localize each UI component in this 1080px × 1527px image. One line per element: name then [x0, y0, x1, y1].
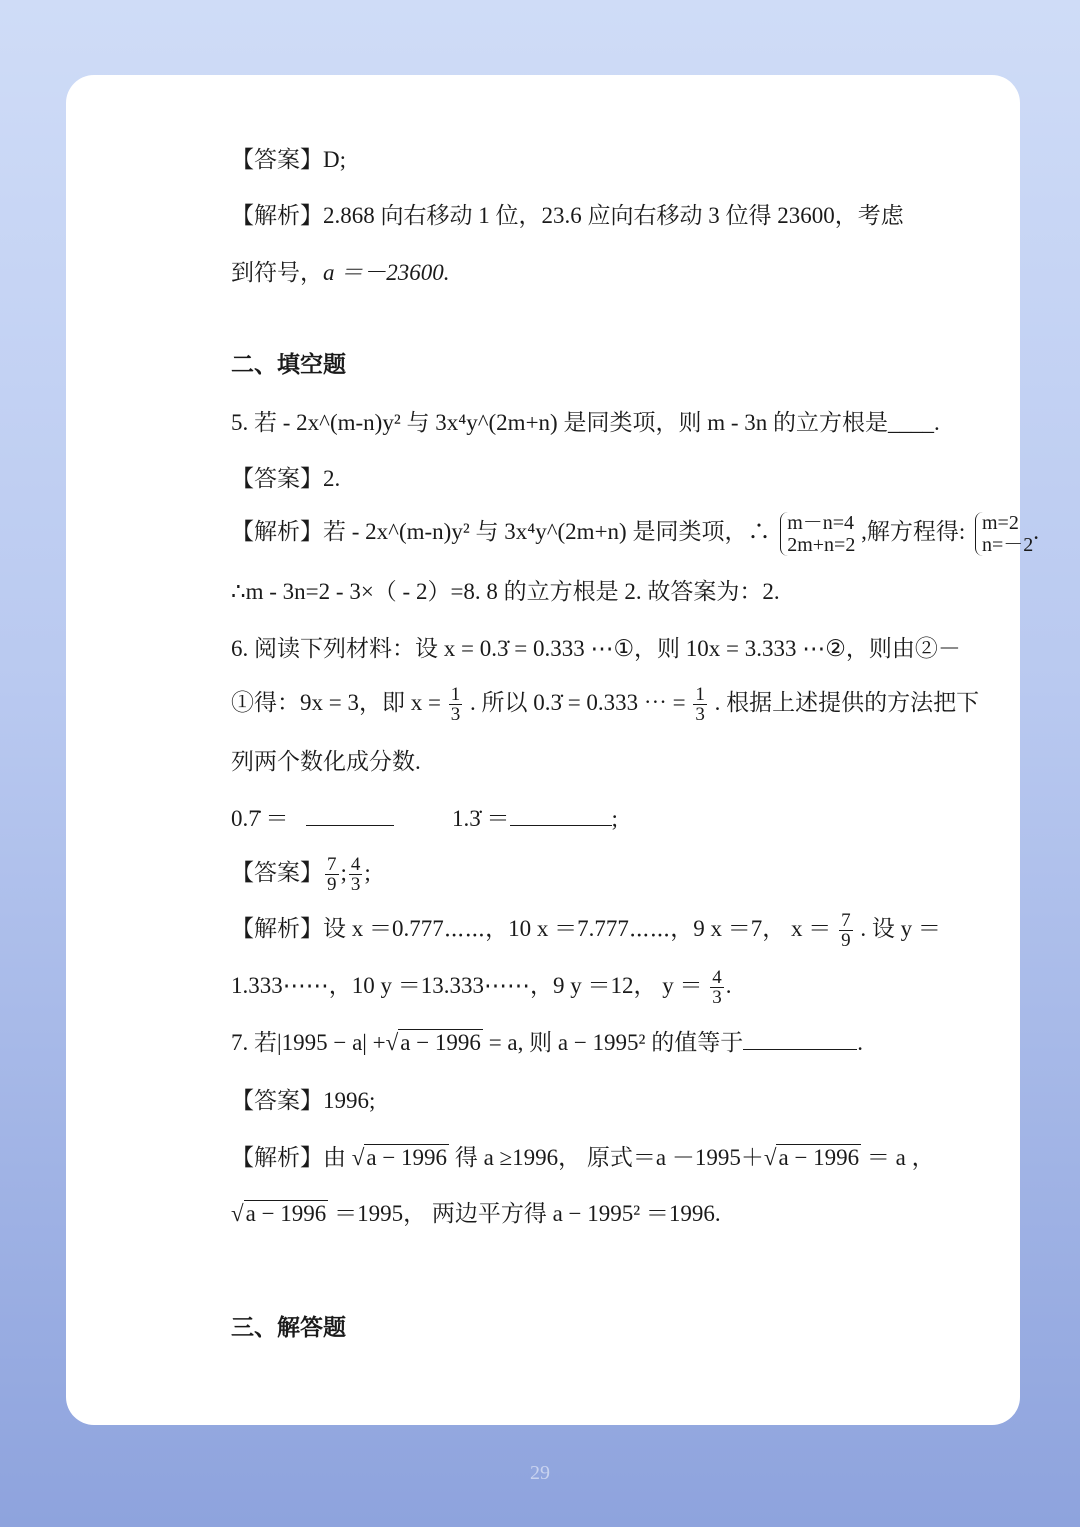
answer-blank[interactable]	[743, 1029, 857, 1050]
fraction-four-thirds: $\frac{4}{3}$	[350, 854, 361, 896]
q6-stem-line-3: 列两个数化成分数.	[231, 749, 421, 774]
q7-answer: 【答案】1996;	[231, 1088, 376, 1113]
q6-analysis-line-2: 1.333⋯⋯，10 y ＝13.333⋯⋯，9 y ＝12， y ＝ $\frac{4}{3}$ .	[231, 967, 732, 1009]
fraction-seven-ninths: $\frac{7}{9}$	[841, 910, 851, 952]
q4-answer: 【答案】D;	[231, 147, 346, 172]
section-2-title: 二、填空题	[231, 352, 346, 377]
fraction-one-third: $\frac{1}{3}$	[450, 684, 461, 726]
page-number: 29	[530, 1462, 550, 1484]
q4-analysis-line-1: 【解析】2.868 向右移动 1 位，23.6 应向右移动 3 位得 23600，考虑	[231, 203, 904, 228]
q7-stem: 7. 若|1995 − a| +√a − 1996 = a, 则 a − 1995² 的值等于 .	[231, 1030, 863, 1055]
q6-answer: 【答案】 $\frac{7}{9}$ ; $\frac{4}{3}$ ;	[231, 854, 371, 896]
answer-blank[interactable]	[510, 805, 612, 826]
q5-stem: 5. 若 - 2x^(m-n)y² 与 3x⁴y^(2m+n) 是同类项，则 m - 3n 的立方根是____.	[231, 410, 940, 435]
equation-system-2: m=2 n=－2	[975, 512, 1033, 556]
q7-analysis-line-2: √a − 1996 ＝1995， 两边平方得 a − 1995² ＝1996.	[231, 1201, 721, 1226]
q6-analysis-line-1: 【解析】设 x ＝0.777⋯⋯，10 x ＝7.777⋯⋯，9 x ＝7， x ＝ $\frac{7}{9}$ . 设 y ＝	[231, 910, 941, 952]
fraction-one-third: $\frac{1}{3}$	[695, 684, 705, 726]
answer-blank[interactable]	[306, 805, 394, 826]
q7-analysis-line-1: 【解析】由 √a − 1996 得 a ≥1996， 原式＝a －1995＋√a − 1996 ＝ a ，	[231, 1145, 935, 1170]
q5-analysis-line-1: 【解析】若 - 2x^(m-n)y² 与 3x⁴y^(2m+n) 是同类项，∴ m－n=4 2m+n=2 ,解方程得: m=2 n=－2.	[231, 511, 1040, 556]
q6-blanks: 0.7̇ ＝ 1.3̇ ＝ ;	[231, 806, 618, 831]
q5-analysis-line-2: ∴m - 3n=2 - 3×（ - 2）=8. 8 的立方根是 2. 故答案为：2.	[231, 579, 780, 604]
q5-answer: 【答案】2.	[231, 466, 341, 491]
q6-stem-line-2: ①得：9x = 3，即 x = $\frac{1}{3}$ . 所以 0.3̇ = 0.333 ⋯ = $\frac{1}{3}$ . 根据上述提供的方法把下	[231, 684, 980, 726]
q6-stem-line-1: 6. 阅读下列材料：设 x = 0.3̇ = 0.333 ⋯①，则 10x = 3.333 ⋯②，则由②－	[231, 636, 961, 661]
fraction-seven-ninths: $\frac{7}{9}$	[327, 854, 337, 896]
section-3-title: 三、解答题	[231, 1315, 346, 1340]
page-card	[66, 75, 1040, 1425]
q4-analysis-line-2: 到符号，a ＝－23600.	[231, 260, 450, 285]
equation-system-1: m－n=4 2m+n=2	[780, 512, 855, 556]
fraction-four-thirds: $\frac{4}{3}$	[712, 967, 722, 1009]
